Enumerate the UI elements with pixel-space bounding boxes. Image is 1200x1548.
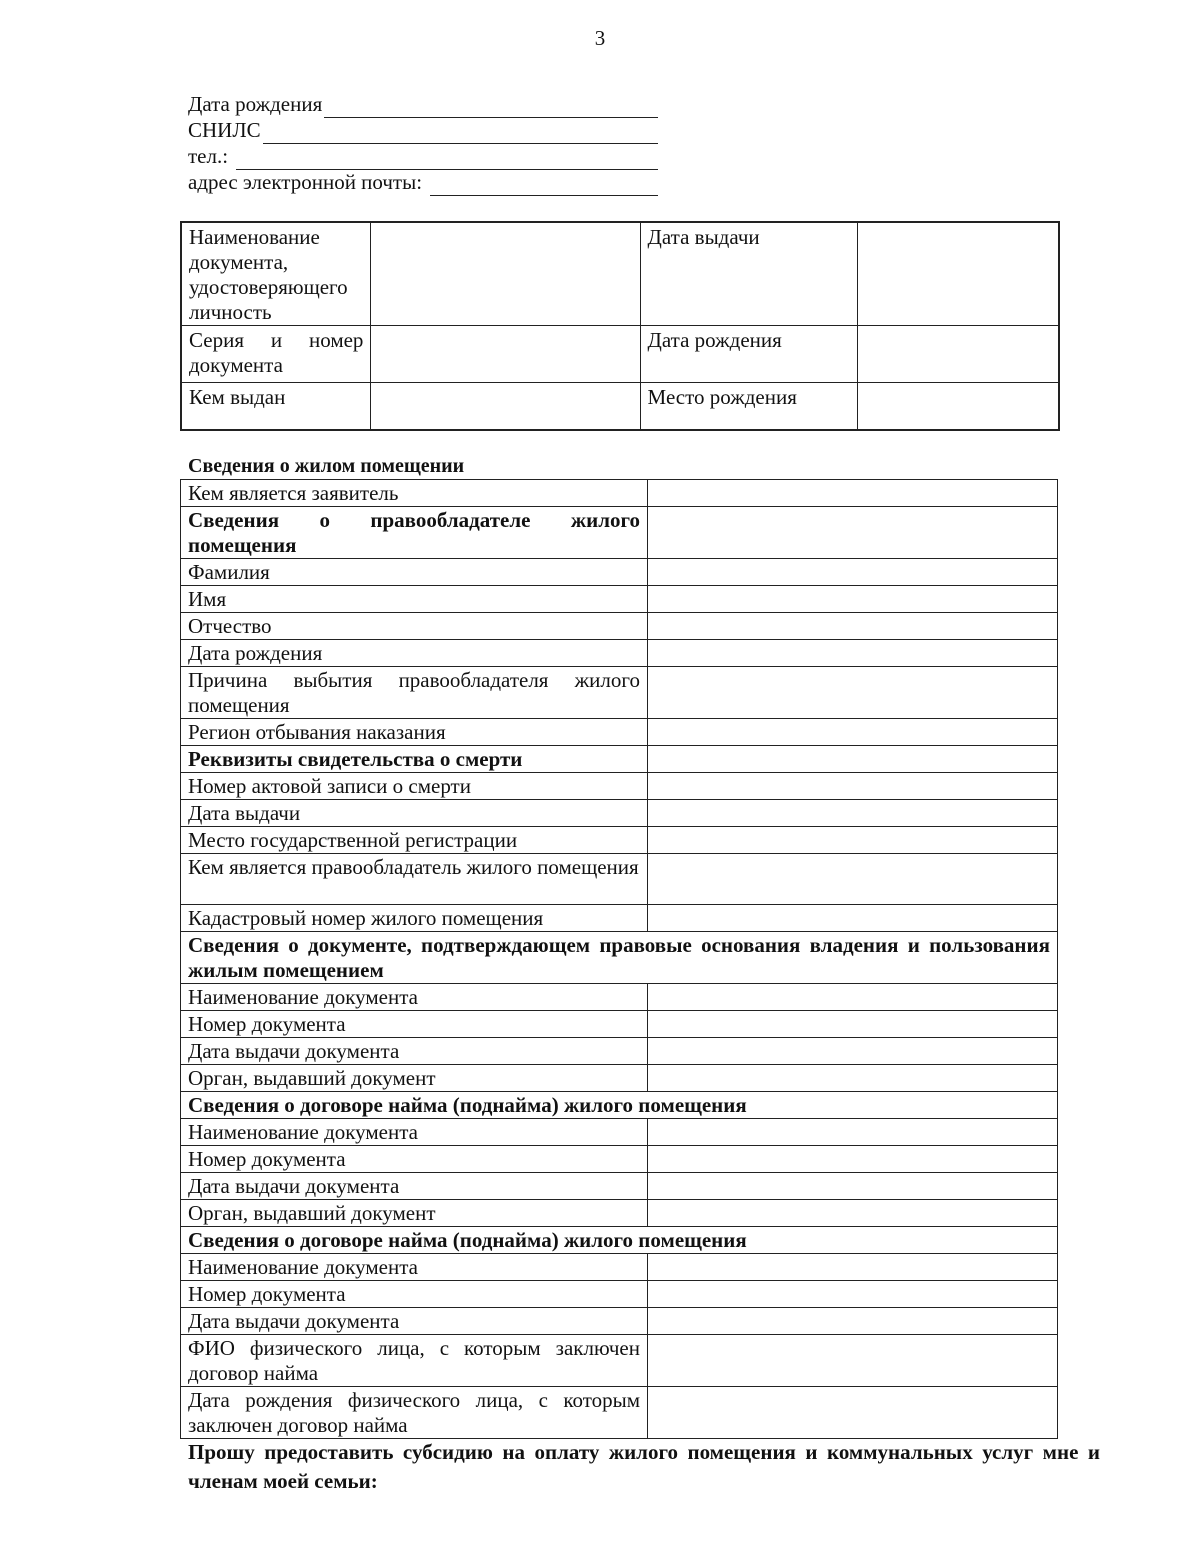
phone-label: тел.: — [188, 144, 229, 168]
housing-section-title: Сведения о жилом помещении — [188, 455, 465, 477]
row-value[interactable] — [648, 1038, 1058, 1065]
birth-place-label: Место рождения — [640, 383, 858, 431]
row-value[interactable] — [648, 1335, 1058, 1387]
snils-field[interactable] — [263, 121, 658, 144]
row-value[interactable] — [648, 1146, 1058, 1173]
row-label: Номер документа — [181, 1011, 648, 1038]
table-row — [181, 559, 1058, 586]
phone-field[interactable] — [236, 147, 658, 170]
phone-line — [188, 144, 668, 170]
row-value[interactable] — [648, 984, 1058, 1011]
doc-name-label: Наименование документа, удостоверяющего личность — [181, 222, 371, 326]
row-label: Сведения о правообладателе жилого помещения — [181, 507, 648, 559]
table-row — [181, 613, 1058, 640]
row-value[interactable] — [648, 854, 1058, 905]
row-label: Орган, выдавший документ — [181, 1065, 648, 1092]
row-value[interactable] — [648, 905, 1058, 932]
table-row — [181, 773, 1058, 800]
row-label: Дата рождения физического лица, с которым заключен договор найма — [181, 1387, 648, 1439]
table-row — [181, 800, 1058, 827]
table-row — [181, 1119, 1058, 1146]
row-label: Место государственной регистрации — [181, 827, 648, 854]
row-label: ФИО физического лица, с которым заключен договор найма — [181, 1335, 648, 1387]
row-label: Дата выдачи документа — [181, 1173, 648, 1200]
row-value[interactable] — [648, 719, 1058, 746]
housing-table — [180, 479, 1058, 1439]
snils-label: СНИЛС — [188, 118, 261, 142]
table-row — [181, 480, 1058, 507]
row-value[interactable] — [648, 1200, 1058, 1227]
row-value[interactable] — [648, 613, 1058, 640]
row-label: Отчество — [181, 613, 648, 640]
row-label: Наименование документа — [181, 1119, 648, 1146]
contact-block — [188, 92, 668, 196]
row-value[interactable] — [648, 800, 1058, 827]
row-label: Наименование документа — [181, 984, 648, 1011]
table-row — [181, 827, 1058, 854]
table-row — [181, 1387, 1058, 1439]
table-row — [181, 984, 1058, 1011]
table-row — [181, 1092, 1058, 1119]
row-label: Причина выбытия правообладателя жилого помещения — [181, 667, 648, 719]
table-row — [181, 1254, 1058, 1281]
row-value[interactable] — [648, 1308, 1058, 1335]
table-row — [181, 1011, 1058, 1038]
id-table-row — [181, 383, 1059, 431]
table-row — [181, 1173, 1058, 1200]
row-value[interactable] — [648, 773, 1058, 800]
email-line — [188, 170, 668, 196]
row-label: Кем является правообладатель жилого помещения — [181, 854, 648, 905]
birth-date-label: Дата рождения — [188, 92, 323, 116]
row-value[interactable] — [648, 746, 1058, 773]
row-label: Дата рождения — [181, 640, 648, 667]
snils-line — [188, 118, 668, 144]
row-value[interactable] — [648, 1173, 1058, 1200]
row-label: Номер документа — [181, 1281, 648, 1308]
table-row — [181, 1308, 1058, 1335]
issue-date-label: Дата выдачи — [640, 222, 858, 326]
table-row — [181, 932, 1058, 984]
page-number: 3 — [594, 26, 606, 50]
row-value[interactable] — [648, 1011, 1058, 1038]
table-row — [181, 905, 1058, 932]
birth-place-value[interactable] — [858, 383, 1059, 431]
row-label: Регион отбывания наказания — [181, 719, 648, 746]
table-row — [181, 854, 1058, 905]
id-document-table — [180, 221, 1060, 431]
row-value[interactable] — [648, 640, 1058, 667]
row-label: Номер актовой записи о смерти — [181, 773, 648, 800]
row-label: Фамилия — [181, 559, 648, 586]
doc-name-value[interactable] — [371, 222, 640, 326]
id-table-row — [181, 222, 1059, 326]
table-row — [181, 586, 1058, 613]
table-row — [181, 640, 1058, 667]
row-label: Реквизиты свидетельства о смерти — [181, 746, 648, 773]
row-value[interactable] — [648, 480, 1058, 507]
closing-text: Прошу предоставить субсидию на оплату жилого помещения и коммунальных услуг мне и членам моей семьи: — [188, 1440, 1100, 1493]
row-value[interactable] — [648, 1065, 1058, 1092]
series-number-label: Серия и номер документа — [181, 326, 371, 383]
issue-date-value[interactable] — [858, 222, 1059, 326]
row-value[interactable] — [648, 1281, 1058, 1308]
table-row — [181, 507, 1058, 559]
issued-by-value[interactable] — [371, 383, 640, 431]
row-value[interactable] — [648, 1119, 1058, 1146]
email-field[interactable] — [430, 173, 658, 196]
table-row — [181, 1200, 1058, 1227]
row-label: Наименование документа — [181, 1254, 648, 1281]
table-row — [181, 1065, 1058, 1092]
row-value[interactable] — [648, 507, 1058, 559]
issued-by-label: Кем выдан — [181, 383, 371, 431]
row-value[interactable] — [648, 667, 1058, 719]
row-label: Дата выдачи документа — [181, 1038, 648, 1065]
row-label: Сведения о договоре найма (поднайма) жилого помещения — [181, 1227, 1058, 1254]
series-number-value[interactable] — [371, 326, 640, 383]
email-label: адрес электронной почты: — [188, 170, 423, 194]
row-value[interactable] — [648, 1254, 1058, 1281]
row-value[interactable] — [648, 559, 1058, 586]
row-label: Дата выдачи документа — [181, 1308, 648, 1335]
row-label: Имя — [181, 586, 648, 613]
row-label: Кадастровый номер жилого помещения — [181, 905, 648, 932]
row-label: Кем является заявитель — [181, 480, 648, 507]
table-row — [181, 746, 1058, 773]
birth-date-line — [188, 92, 668, 118]
row-label: Номер документа — [181, 1146, 648, 1173]
table-row — [181, 667, 1058, 719]
table-row — [181, 1146, 1058, 1173]
id-table-row — [181, 326, 1059, 383]
birth-date-field[interactable] — [324, 95, 658, 118]
table-row — [181, 1281, 1058, 1308]
row-label: Дата выдачи — [181, 800, 648, 827]
row-value[interactable] — [648, 586, 1058, 613]
row-value[interactable] — [648, 827, 1058, 854]
table-row — [181, 1038, 1058, 1065]
table-row — [181, 1335, 1058, 1387]
row-label: Сведения о документе, подтверждающем правовые основания владения и пользования жилым помещением — [181, 932, 1058, 984]
id-birth-date-label: Дата рождения — [640, 326, 858, 383]
table-row — [181, 719, 1058, 746]
row-label: Орган, выдавший документ — [181, 1200, 648, 1227]
row-label: Сведения о договоре найма (поднайма) жилого помещения — [181, 1092, 1058, 1119]
id-birth-date-value[interactable] — [858, 326, 1059, 383]
table-row — [181, 1227, 1058, 1254]
row-value[interactable] — [648, 1387, 1058, 1439]
